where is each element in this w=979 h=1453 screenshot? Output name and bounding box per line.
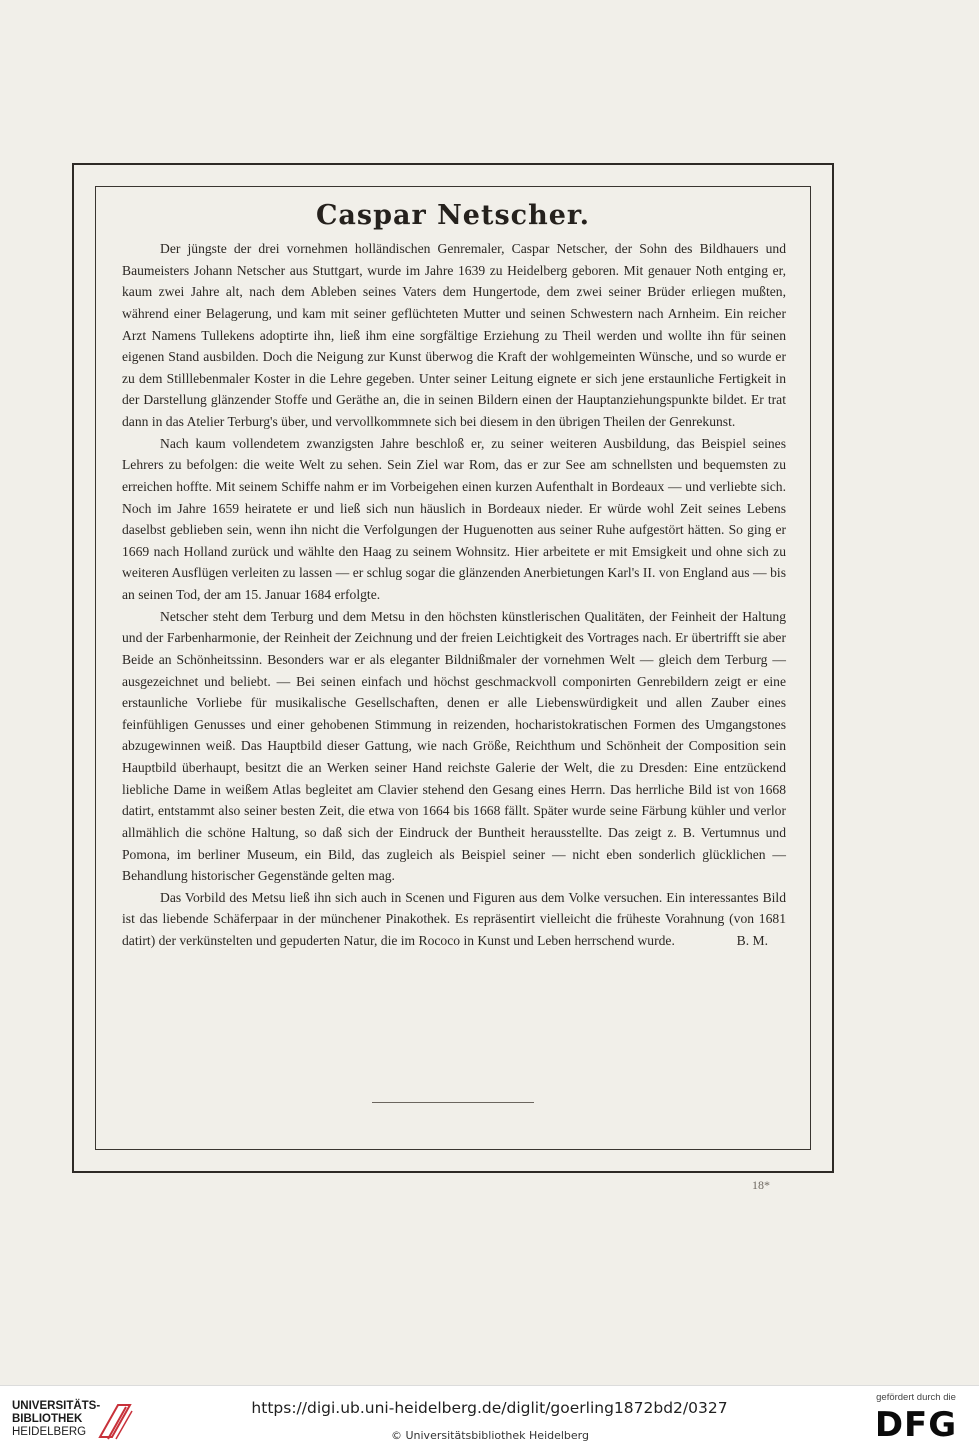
viewer-footer	[0, 1385, 979, 1453]
page-number: 18*	[752, 1178, 770, 1192]
author-signature: B. M.	[736, 933, 768, 948]
library-emblem-icon	[96, 1399, 136, 1443]
paragraph-1: Der jüngste der drei vornehmen holländischen Genremaler, Caspar Netscher, der Sohn des Bildhauers und Baumeisters Johann Netscher aus Stuttgart, wurde im Jahre 1639 zu Heidelberg geboren. Mit genauer Noth entging er, kaum zwei Jahre alt, nach dem Ableben seines Vaters dem Hungertode, dem zwei seiner Brüder erliegen mußten, während einer Belagerung, und kam mit seiner geflüchteten Mutter und seinen Schwestern nach Arnheim. Ein reicher Arzt Namens Tullekens adoptirte ihn, ließ ihm eine sorgfältige Erziehung zu Theil werden und wollte ihn für seinen eigenen Stand ausbilden. Doch die Neigung zur Kunst überwog die Kraft der wohlgemeinten Wünsche, und so wurde er zu dem Stilllebenmaler Koster in die Lehre gegeben. Unter seiner Leitung eignete er sich jene erstaunliche Fertigkeit in der Darstellung glänzender Stoffe und Geräthe an, die in seinen Bildern einen der Hauptanziehungspunkte bildet. Er trat dann in das Atelier Terburg's über, und vervollkommnete sich bei diesem in den übrigen Theilen der Genrekunst.	[122, 241, 786, 429]
library-name-line-1: UNIVERSITÄTS-	[12, 1400, 101, 1412]
closing-rule	[372, 1102, 534, 1103]
library-name	[12, 1400, 100, 1439]
library-name-line-3: HEIDELBERG	[12, 1426, 87, 1438]
paragraph-4	[122, 887, 786, 952]
article-body	[122, 238, 786, 952]
dfg-funding-logo[interactable]	[866, 1392, 966, 1450]
university-library-logo[interactable]	[12, 1396, 137, 1446]
library-name-line-2: BIBLIOTHEK	[12, 1413, 83, 1425]
paragraph-4-text: Das Vorbild des Metsu ließ ihn sich auch in Scenen und Figuren aus dem Volke versuchen. Ein interessantes Bild ist das liebende Schäferpaar in der münchener Pinakothek. Es repräsentirt vielleicht die früheste Vorahnung (von 1681 datirt) der verkünstelten und gepuderten Natur, die im Rococo in Kunst und Leben herrschend wurde.	[122, 889, 786, 948]
permalink-url[interactable]: https://digi.ub.uni-heidelberg.de/diglit/goerling1872bd2/0327	[251, 1399, 728, 1417]
paragraph-3: Netscher steht dem Terburg und dem Metsu in den höchsten künstlerischen Qualitäten, der Feinheit der Haltung und der Farbenharmonie, der Reinheit der Zeichnung und der freien Leichtigkeit des Vortrages nach. Er übertrifft sie aber Beide an Schönheitssinn. Besonders war er als eleganter Bildnißmaler der vornehmen Welt — gleich dem Terburg — ausgezeichnet und beliebt. — Bei seinen einfach und höchst geschmackvoll componirten Genrebildern zeigt er eine erstaunliche Vorliebe für musikalische Gesellschaften, denen er alle Liebenswürdigkeit und allen Zauber eines feinfühligen Genusses und einer gehobenen Stimmung in reizenden, hocharistokratischen Formen des Umgangstones abzugewinnen weiß. Das Hauptbild dieser Gattung, wie nach Größe, Reichthum und Schönheit der Composition sein Hauptbild überhaupt, besitzt die an Werken seiner Hand reichste Galerie der Welt, die zu Dresden: Eine entzückend liebliche Dame in weißem Atlas begleitet am Clavier stehend den Gesang eines Herrn. Das herrliche Bild ist von 1668 datirt, entstammt also seiner besten Zeit, die etwa von 1664 bis 1668 fällt. Später wurde seine Färbung kühler und verlor allmählich die schöne Haltung, so daß sich der Eindruck der Buntheit herausstellte. Das zeigt z. B. Vertumnus und Pomona, im berliner Museum, ein Bild, das zugleich als Beispiel seiner — nicht eben sonderlich glücklichen — Behandlung historischer Gegenstände gelten mag.	[122, 608, 786, 884]
funding-caption: gefördert durch die	[876, 1392, 956, 1403]
copyright-notice: © Universitätsbibliothek Heidelberg	[390, 1429, 589, 1442]
paragraph-2: Nach kaum vollendetem zwanzigsten Jahre beschloß er, zu seiner weiteren Ausbildung, das Beispiel seines Lehrers zu befolgen: die weite Welt zu sehen. Sein Ziel war Rom, das er zur See am schnellsten und bequemsten zu erreichen hoffte. Mit seinem Schiffe nahm er im Vorbeigehen einen kurzen Aufenthalt in Bordeaux — und verliebte sich. Noch im Jahre 1659 heiratete er und ließ sich nun häuslich in Bordeaux nieder. Er würde wohl Zeit seines Lebens daselbst geblieben sein, wenn ihn nicht die Verfolgungen der Huguenotten aus seiner Ruhe aufgestört hätten. So ging er 1669 nach Holland zurück und wählte den Haag zu seinem Wohnsitz. Hier arbeitete er mit Emsigkeit und ohne sich zu weiteren Ausflügen verleiten zu lassen — er schlug sogar die glänzenden Anerbietungen Karl's II. von England aus — bis an seinen Tod, der am 15. Januar 1684 erfolgte.	[122, 435, 786, 602]
article-title: Caspar Netscher.	[315, 200, 591, 231]
dfg-wordmark: DFG	[874, 1405, 958, 1445]
